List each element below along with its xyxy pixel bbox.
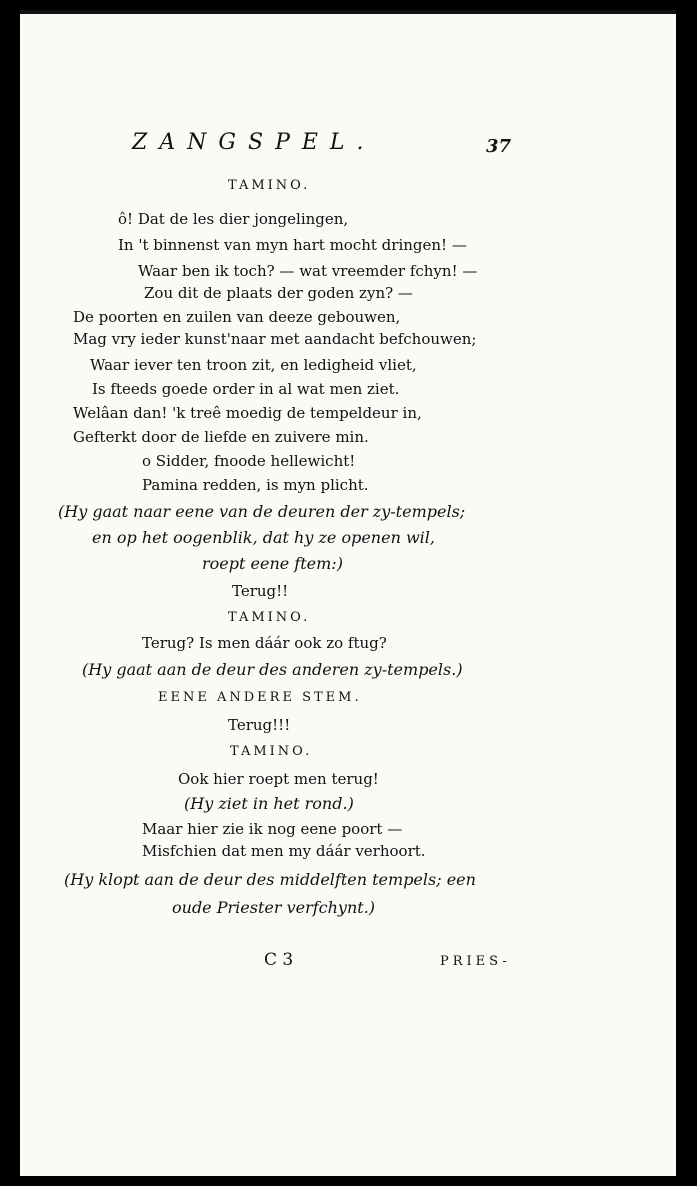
verse-line: Waar iever ten troon zit, en ledigheid vliet, [90,356,417,374]
verse-line: Waar ben ik toch? — wat vreemder fchyn! — [138,262,478,280]
verse-line: Maar hier zie ik nog eene poort — [142,820,403,838]
verse-line: Is fteeds goede order in al wat men ziet. [92,380,400,398]
running-head: ZANGSPEL. [132,130,376,155]
verse-line: De poorten en zuilen van deeze gebouwen, [73,308,401,326]
speaker-label: TAMINO. [228,610,311,625]
page-top-edge [20,10,676,14]
stage-direction: (Hy gaat aan de deur des anderen zy-tempels.) [82,660,463,679]
verse-line: Terug!!! [228,716,291,734]
verse-line: Gefterkt door de liefde en zuivere min. [73,428,369,446]
verse-line: In 't binnenst van myn hart mocht dringen! — [118,236,467,254]
stage-direction: (Hy ziet in het rond.) [184,794,354,813]
verse-line: Mag vry ieder kunst'naar met aandacht befchouwen; [73,330,477,348]
page-number: 37 [486,136,512,157]
speaker-label: TAMINO. [230,744,313,759]
signature-mark: C 3 [264,950,294,970]
stage-direction: (Hy gaat naar eene van de deuren der zy-tempels; [58,502,466,521]
stage-direction: (Hy klopt aan de deur des middelften tempels; een [64,870,476,889]
verse-line: Pamina redden, is myn plicht. [142,476,369,494]
catchword: PRIES- [440,954,511,969]
stage-direction: en op het oogenblik, dat hy ze openen wil, [92,528,435,547]
stage-direction: roept eene ftem:) [202,554,343,573]
book-page [20,10,676,1176]
verse-line: Terug? Is men dáár ook zo ftug? [142,634,387,652]
verse-line: o Sidder, fnoode hellewicht! [142,452,356,470]
verse-line: Misfchien dat men my dáár verhoort. [142,842,426,860]
speaker-label: EENE ANDERE STEM. [158,690,362,705]
verse-line: Welâan dan! 'k treê moedig de tempeldeur in, [73,404,422,422]
verse-line: ô! Dat de les dier jongelingen, [118,210,349,228]
verse-line: Terug!! [232,582,289,600]
verse-line: Zou dit de plaats der goden zyn? — [144,284,413,302]
stage-direction: oude Priester verfchynt.) [172,898,376,917]
verse-line: Ook hier roept men terug! [178,770,379,788]
speaker-label: TAMINO. [228,178,311,193]
